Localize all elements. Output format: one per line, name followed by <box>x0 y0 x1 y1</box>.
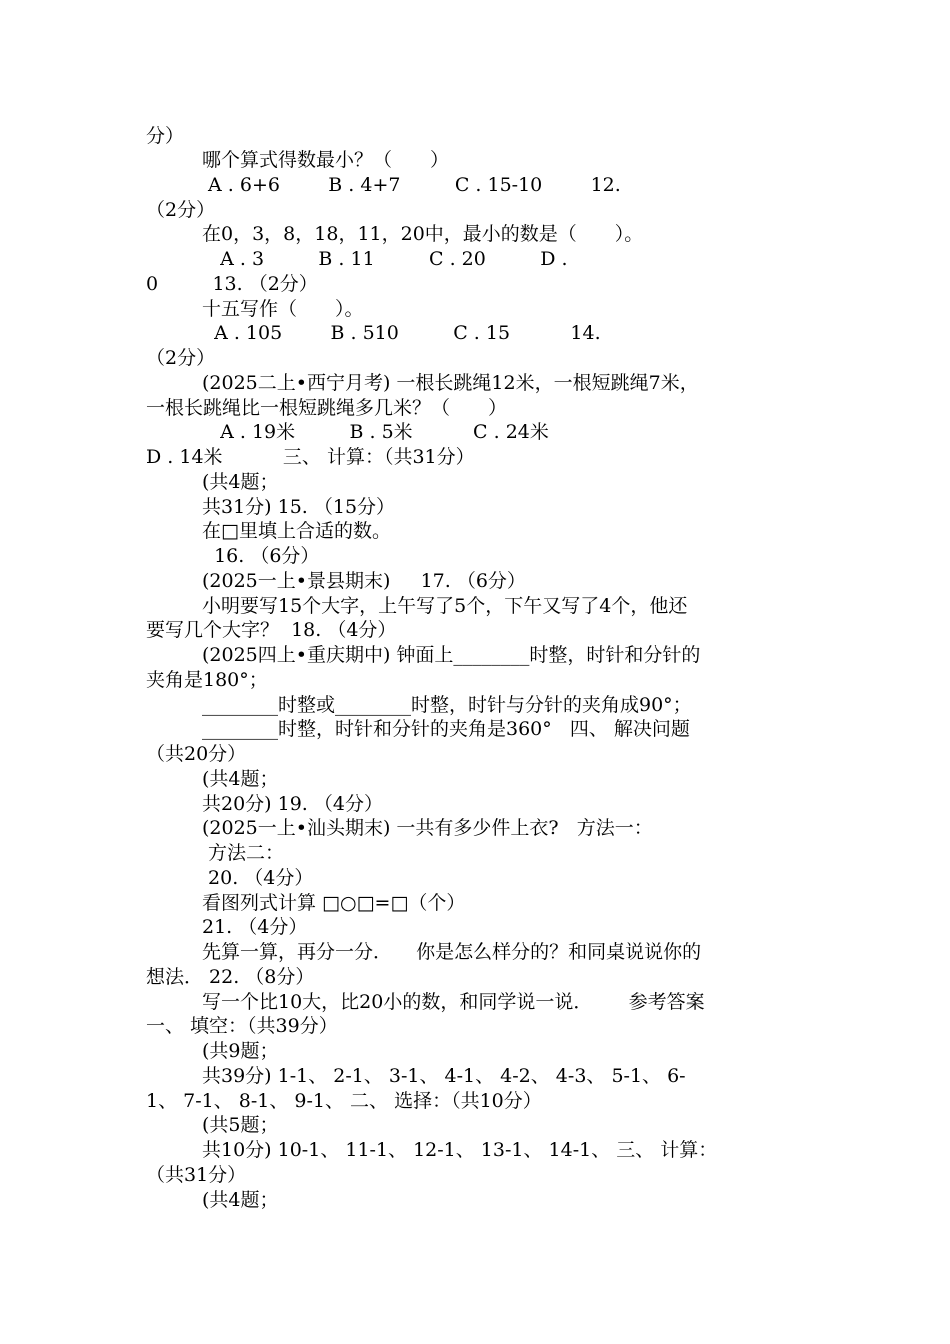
text-line: (共4题； <box>202 1189 279 1211</box>
text-line: 共31分) 15. （15分） <box>202 496 396 518</box>
question-14-prompt-cont: 一根长跳绳比一根短跳绳多几米？（ ） <box>146 397 508 419</box>
question-12-options: A . 3 B . 11 C . 20 D . <box>202 248 568 270</box>
text-line: 共20分) 19. （4分） <box>202 793 383 815</box>
question-11-prompt: 哪个算式得数最小？（ ） <box>202 149 450 171</box>
answer-list: 共39分) 1-1、 2-1、 3-1、 4-1、 4-2、 4-3、 5-1、 6- <box>202 1065 686 1087</box>
text-line: （2分） <box>146 199 216 221</box>
text-line: 0 13. （2分） <box>146 273 318 295</box>
question-21-prompt-cont: 想法． 22. （8分） <box>146 966 315 988</box>
question-20-label: 20. （4分） <box>202 867 314 889</box>
question-18-blank-line: ________时整或________时整，时针与分针的夹角成90°； <box>202 694 692 716</box>
section-3-heading: D . 14米 三、 计算：（共31分） <box>146 446 475 468</box>
question-22-prompt: 写一个比10大，比20小的数，和同学说一说． 参考答案 <box>202 991 705 1013</box>
question-14-options: A . 19米 B . 5米 C . 24米 <box>202 421 549 443</box>
question-15-prompt: 在□里填上合适的数。 <box>202 520 391 542</box>
question-13-options: A . 105 B . 510 C . 15 14. <box>202 322 601 344</box>
question-20-prompt: 看图列式计算 □○□=□（个） <box>202 892 466 914</box>
question-18-prompt-cont: 夹角是180°； <box>146 669 268 691</box>
text-line: （2分） <box>146 347 216 369</box>
question-11-options: A . 6+6 B . 4+7 C . 15-10 12. <box>202 174 621 196</box>
answer-list-cont: 1、 7-1、 8-1、 9-1、 二、 选择：（共10分） <box>146 1090 542 1112</box>
question-19-method-2: 方法二： <box>202 842 285 864</box>
answer-section-1-heading: 一、 填空：（共39分） <box>146 1015 338 1037</box>
question-13-prompt: 十五写作（ ）。 <box>202 298 364 320</box>
text-line: (共4题； <box>202 768 279 790</box>
text-line: (共9题； <box>202 1040 279 1062</box>
answer-list: 共10分) 10-1、 11-1、 12-1、 13-1、 14-1、 三、 计算： <box>202 1139 718 1161</box>
question-18-prompt: (2025四上•重庆期中) 钟面上________时整，时针和分针的 <box>202 644 701 666</box>
text-line: （共31分） <box>146 1164 247 1186</box>
text-line: (共4题； <box>202 471 279 493</box>
question-16-label: 16. （6分） <box>202 545 320 567</box>
text-line: 分） <box>146 125 185 147</box>
question-14-prompt: (2025二上•西宁月考) 一根长跳绳12米，一根短跳绳7米， <box>202 372 699 394</box>
text-line: （共20分） <box>146 743 247 765</box>
question-12-prompt: 在0，3，8，18，11，20中，最小的数是（ ）。 <box>202 223 644 245</box>
question-21-prompt: 先算一算，再分一分． 你是怎么样分的？和同桌说说你的 <box>202 941 702 963</box>
question-17-prompt-cont: 要写几个大字？ 18. （4分） <box>146 619 397 641</box>
question-18-blank-line: ________时整，时针和分针的夹角是360° 四、 解决问题 <box>202 718 690 740</box>
question-21-label: 21. （4分） <box>202 916 308 938</box>
text-line: (共5题； <box>202 1114 279 1136</box>
question-17-label: (2025一上•景县期末) 17. （6分） <box>202 570 526 592</box>
question-17-prompt: 小明要写15个大字，上午写了5个，下午又写了4个，他还 <box>202 595 688 617</box>
question-19-prompt: (2025一上•汕头期末) 一共有多少件上衣? 方法一： <box>202 817 653 839</box>
